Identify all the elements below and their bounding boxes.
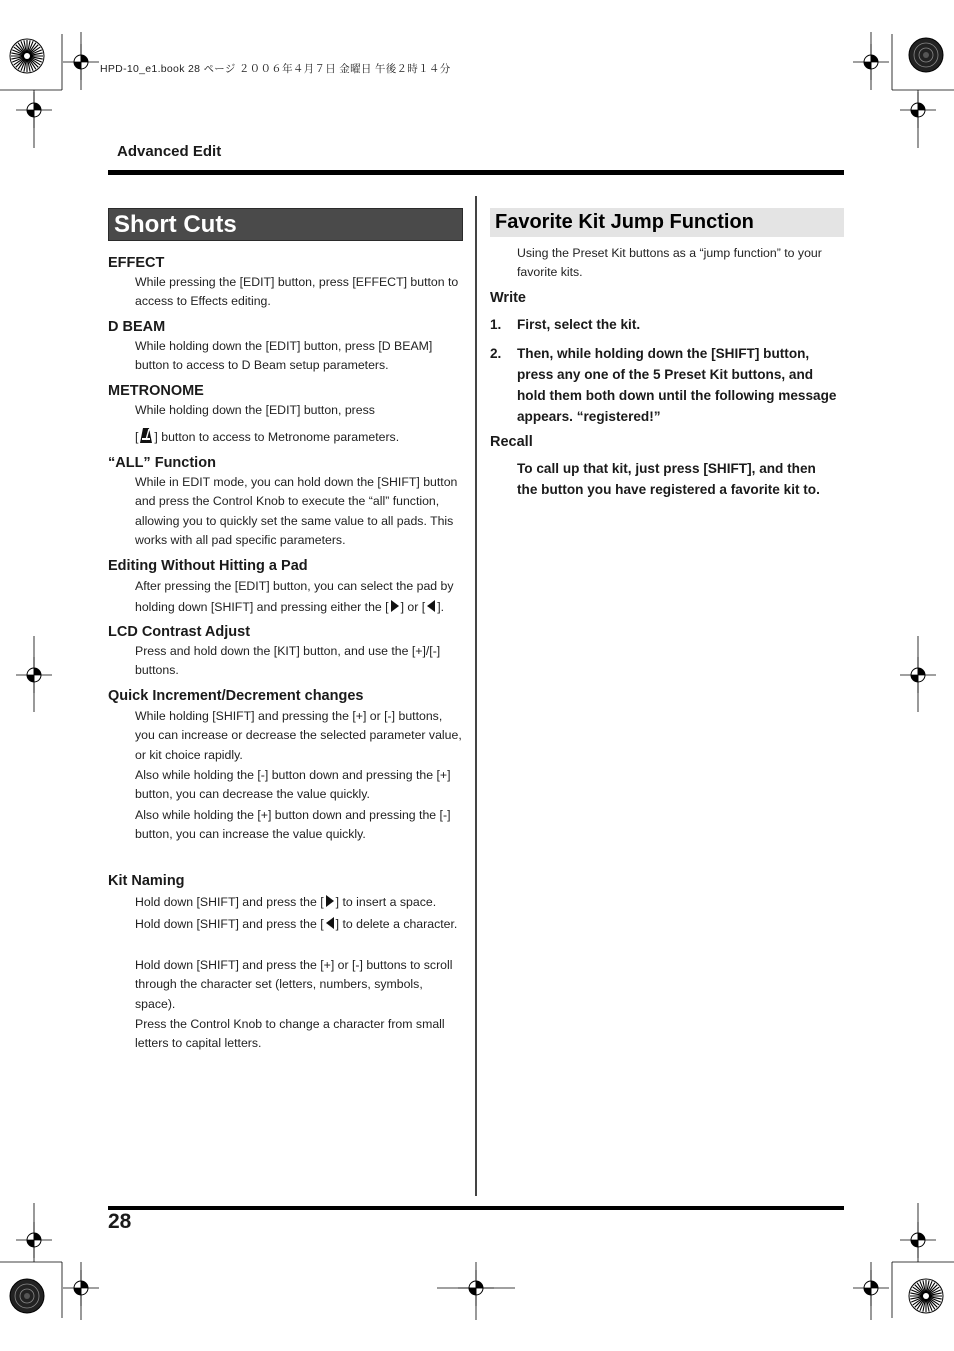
top-rule xyxy=(108,170,844,175)
print-header: HPD-10_e1.book 28 ページ ２００６年４月７日 金曜日 午後２時１４分 xyxy=(100,63,451,75)
left-arrow-icon xyxy=(326,917,334,929)
dbeam-body: While holding down the [EDIT] button, press [D BEAM] button to access to D Beam setup parameters. xyxy=(135,339,433,373)
effect-body: While pressing the [EDIT] button, press [EFFECT] button to access to Effects editing. xyxy=(135,275,459,309)
kit-naming-text-1a: Hold down [SHIFT] and press the [ xyxy=(135,895,324,909)
metronome-line1: While holding down the [EDIT] button, press xyxy=(135,403,375,417)
right-arrow-icon xyxy=(391,600,399,612)
left-arrow-icon xyxy=(427,600,435,612)
column-divider xyxy=(475,196,477,1196)
step-2-text: Then, while holding down the [SHIFT] button, press any one of the 5 Preset Kit buttons, and hold them both down until the following message appears. “registered!” xyxy=(517,346,837,424)
quick-body-3: Also while holding the [+] button down and pressing the [-] button, you can increase the value quickly. xyxy=(135,808,451,842)
quick-body-1: While holding [SHIFT] and pressing the [+] or [-] buttons, you can increase or decrease the selected parameter value, or kit choice rapidly. xyxy=(135,709,462,762)
kit-naming-line-1 xyxy=(135,892,463,913)
kit-naming-text-1b: ] to insert a space. xyxy=(335,895,437,909)
favorite-kit-intro: Using the Preset Kit buttons as a “jump function” to your favorite kits. xyxy=(517,246,822,280)
kit-naming-text-2a: Hold down [SHIFT] and press the [ xyxy=(135,917,324,931)
editing-without-text-2: ] or [ xyxy=(400,600,426,614)
page-number: 28 xyxy=(108,1210,132,1233)
lcd-heading: LCD Contrast Adjust xyxy=(108,624,251,640)
kit-naming-line-3: Hold down [SHIFT] and press the [+] or [-] buttons to scroll through the character set (letters, numbers, symbols, space). xyxy=(135,958,453,1011)
step-1-number: 1. xyxy=(490,317,502,332)
metronome-line2-text: ] button to access to Metronome parameters. xyxy=(154,430,400,444)
quick-heading: Quick Increment/Decrement changes xyxy=(108,688,364,704)
editing-without-text-3: ]. xyxy=(437,600,445,614)
dbeam-heading: D BEAM xyxy=(108,319,166,335)
quick-body-2: Also while holding the [-] button down and pressing the [+] button, you can decrease the value quickly. xyxy=(135,768,451,802)
short-cuts-title: Short Cuts xyxy=(108,208,463,241)
favorite-kit-title: Favorite Kit Jump Function xyxy=(490,208,844,237)
kit-naming-line-4: Press the Control Knob to change a character from small letters to capital letters. xyxy=(135,1017,445,1051)
metronome-icon xyxy=(139,427,153,450)
all-function-heading: “ALL” Function xyxy=(108,455,216,471)
step-2-number: 2. xyxy=(490,346,502,361)
write-step-1 xyxy=(490,314,840,335)
editing-without-heading: Editing Without Hitting a Pad xyxy=(108,558,308,574)
write-heading: Write xyxy=(490,290,526,306)
recall-body: To call up that kit, just press [SHIFT], and then the button you have registered a favorite kit to. xyxy=(517,461,820,497)
kit-naming-text-2b: ] to delete a character. xyxy=(335,917,458,931)
kit-naming-line-2 xyxy=(135,915,463,934)
metronome-heading: METRONOME xyxy=(108,383,204,399)
effect-heading: EFFECT xyxy=(108,255,165,271)
section-label: Advanced Edit xyxy=(117,143,222,160)
metronome-line2 xyxy=(135,427,463,450)
write-step-2 xyxy=(490,343,840,427)
editing-without-text-1: After pressing the [EDIT] button, you can select the pad by holding down [SHIFT] and pressing either the [ xyxy=(135,579,454,614)
all-function-body: While in EDIT mode, you can hold down the [SHIFT] button and press the Control Knob to execute the “all” function, allowing you to quickly set the same value to all pads. This works with all pad specific parameters. xyxy=(135,475,458,548)
lcd-body: Press and hold down the [KIT] button, and use the [+]/[-] buttons. xyxy=(135,644,441,678)
metronome-bracket-open: [ xyxy=(135,430,139,444)
step-1-text: First, select the kit. xyxy=(517,317,641,332)
right-arrow-icon xyxy=(326,895,334,907)
editing-without-body xyxy=(135,576,463,618)
kit-naming-heading: Kit Naming xyxy=(108,873,185,889)
bottom-rule xyxy=(108,1206,844,1210)
recall-heading: Recall xyxy=(490,434,533,450)
